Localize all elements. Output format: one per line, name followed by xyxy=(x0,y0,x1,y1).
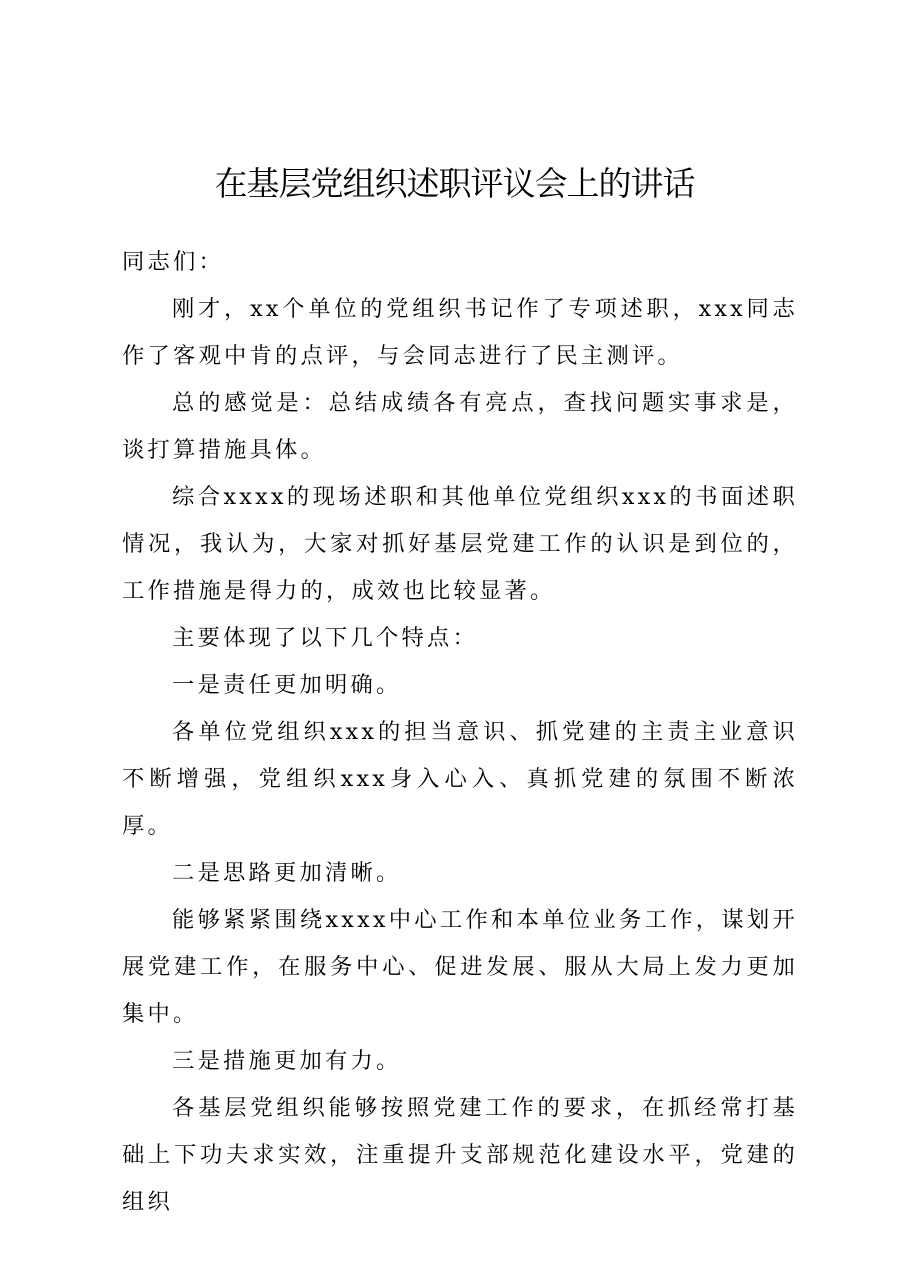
point-heading-2: 二是思路更加清晰。 xyxy=(172,860,402,886)
paragraph-2: 总的感觉是：总结成绩各有亮点，查找问题实事求是，谈打算措施具体。 xyxy=(122,390,798,463)
paragraph-4: 主要体现了以下几个特点： xyxy=(172,625,478,651)
paragraph-7: 各基层党组织能够按照党建工作的要求，在抓经常打基础上下功夫求实效，注重提升支部规范化建设水平，党建的组织 xyxy=(122,1095,798,1215)
paragraph-1: 刚才，xx个单位的党组织书记作了专项述职，xxx同志作了客观中肯的点评，与会同志进行了民主测评。 xyxy=(122,296,798,369)
point-heading-1: 一是责任更加明确。 xyxy=(172,672,402,698)
document-title: 在基层党组织述职评议会上的讲话 xyxy=(214,164,695,203)
salutation: 同志们： xyxy=(122,249,224,275)
paragraph-6: 能够紧紧围绕xxxx中心工作和本单位业务工作，谋划开展党建工作，在服务中心、促进发展、服从大局上发力更加集中。 xyxy=(122,907,798,1027)
paragraph-3: 综合xxxx的现场述职和其他单位党组织xxx的书面述职情况，我认为，大家对抓好基层党建工作的认识是到位的，工作措施是得力的，成效也比较显著。 xyxy=(122,484,798,604)
document-body xyxy=(122,239,798,1226)
point-heading-3: 三是措施更加有力。 xyxy=(172,1048,402,1074)
paragraph-5: 各单位党组织xxx的担当意识、抓党建的主责主业意识不断增强，党组织xxx身入心入、真抓党建的氛围不断浓厚。 xyxy=(122,719,798,839)
